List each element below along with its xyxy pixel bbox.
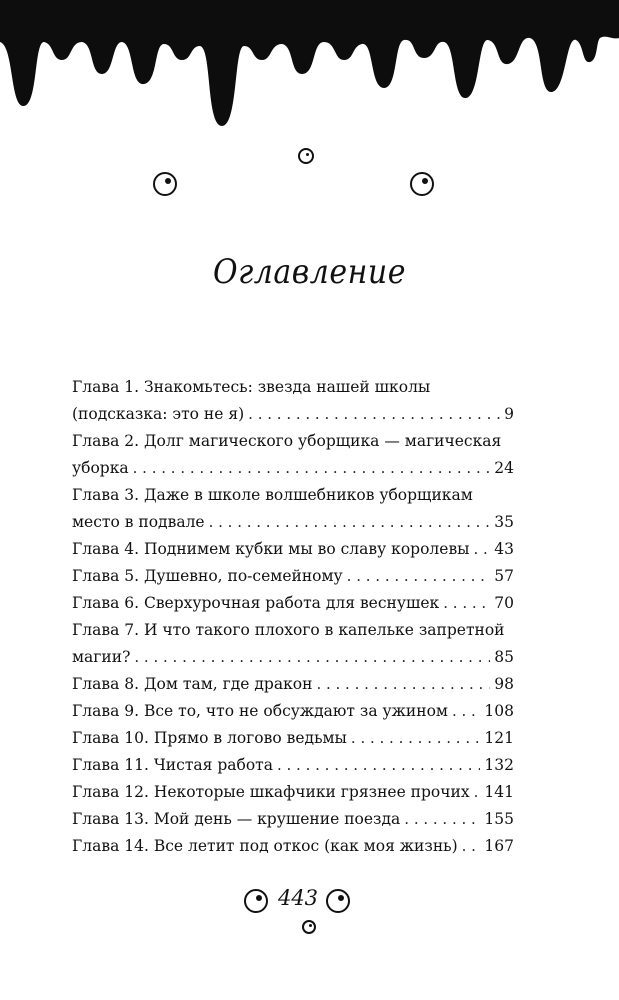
toc-entry-title-line: Глава 2. Долг магического уборщика — магическая	[72, 432, 502, 450]
toc-page-number: 121	[484, 729, 514, 747]
dot-leader	[347, 563, 491, 590]
toc-entry[interactable]	[72, 590, 514, 617]
toc-page-number: 132	[484, 756, 514, 774]
toc-entry-title: Глава 9. Все то, что не обсуждают за ужином	[72, 702, 448, 720]
toc-page-number: 24	[494, 459, 514, 477]
dot-leader	[351, 725, 481, 752]
toc-entry[interactable]	[72, 779, 514, 806]
table-of-contents	[72, 374, 514, 860]
dot-leader	[277, 752, 480, 779]
toc-entry-title: Глава 12. Некоторые шкафчики грязнее прочих	[72, 783, 470, 801]
toc-entry-title-line: Глава 3. Даже в школе волшебников уборщикам	[72, 486, 473, 504]
toc-page-number: 141	[484, 783, 514, 801]
toc-page-number: 85	[494, 648, 514, 666]
page-title: Оглавление	[213, 252, 406, 293]
bubble-icon	[153, 172, 177, 196]
bubble-icon	[298, 148, 314, 164]
bubble-icon	[410, 172, 434, 196]
toc-entry[interactable]	[72, 536, 514, 563]
ink-drips-decoration	[0, 0, 619, 140]
toc-entry[interactable]	[72, 806, 514, 833]
dot-leader	[452, 698, 480, 725]
toc-entry[interactable]	[72, 752, 514, 779]
dot-leader	[316, 671, 490, 698]
toc-entry[interactable]	[72, 374, 514, 428]
dot-leader	[474, 536, 491, 563]
dot-leader	[474, 779, 481, 806]
toc-entry-title: Глава 13. Мой день — крушение поезда	[72, 810, 401, 828]
toc-page-number: 9	[504, 405, 514, 423]
toc-entry[interactable]	[72, 482, 514, 536]
toc-entry-title: Глава 14. Все летит под откос (как моя жизнь)	[72, 837, 458, 855]
toc-entry-title: Глава 11. Чистая работа	[72, 756, 273, 774]
page-number: 443	[277, 886, 319, 910]
toc-page-number: 108	[484, 702, 514, 720]
toc-entry[interactable]	[72, 725, 514, 752]
bubble-icon	[244, 889, 268, 913]
toc-entry-title: (подсказка: это не я)	[72, 405, 245, 423]
toc-entry[interactable]	[72, 698, 514, 725]
dot-leader	[462, 833, 481, 860]
toc-entry-title: магии?	[72, 648, 131, 666]
toc-page-number: 155	[484, 810, 514, 828]
toc-entry-title: Глава 6. Сверхурочная работа для веснушек	[72, 594, 440, 612]
toc-page-number: 167	[484, 837, 514, 855]
toc-page-number: 43	[494, 540, 514, 558]
toc-page-number: 70	[494, 594, 514, 612]
bubble-icon	[302, 920, 316, 934]
dot-leader	[248, 401, 500, 428]
toc-entry-title: Глава 10. Прямо в логово ведьмы	[72, 729, 347, 747]
toc-entry-title: место в подвале	[72, 513, 205, 531]
toc-entry-title: Глава 5. Душевно, по-семейному	[72, 567, 343, 585]
dot-leader	[133, 455, 491, 482]
bubble-icon	[326, 889, 350, 913]
toc-entry-title-line: Глава 7. И что такого плохого в капельке запретной	[72, 621, 505, 639]
toc-page-number: 35	[494, 513, 514, 531]
toc-entry[interactable]	[72, 563, 514, 590]
dot-leader	[443, 590, 490, 617]
dot-leader	[134, 644, 490, 671]
toc-entry[interactable]	[72, 617, 514, 671]
toc-entry-title: Глава 4. Поднимем кубки мы во славу королевы	[72, 540, 470, 558]
dot-leader	[404, 806, 480, 833]
toc-entry-title-line: Глава 1. Знакомьтесь: звезда нашей школы	[72, 378, 431, 396]
toc-entry[interactable]	[72, 671, 514, 698]
toc-page-number: 57	[494, 567, 514, 585]
toc-page-number: 98	[494, 675, 514, 693]
toc-entry-title: Глава 8. Дом там, где дракон	[72, 675, 313, 693]
toc-entry[interactable]	[72, 428, 514, 482]
toc-entry-title: уборка	[72, 459, 129, 477]
dot-leader	[209, 509, 491, 536]
toc-entry[interactable]	[72, 833, 514, 860]
